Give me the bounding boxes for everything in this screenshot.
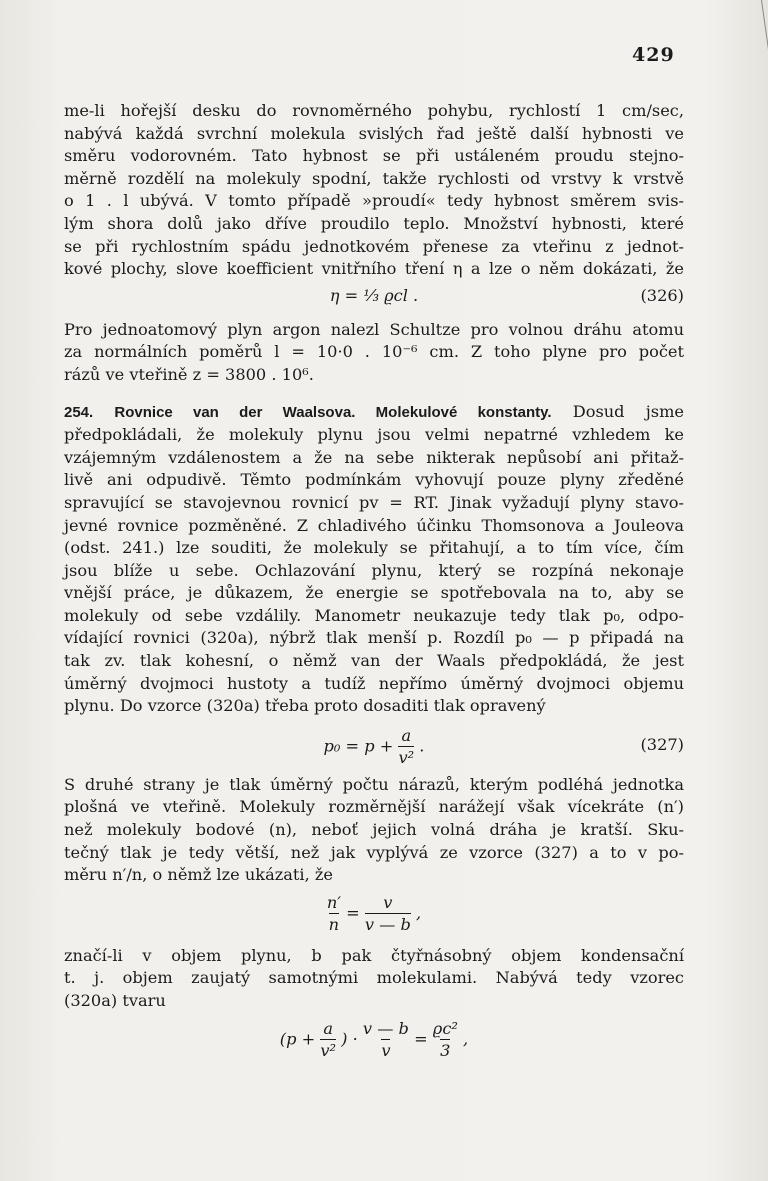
text-line: me-li hořejší desku do rovnoměrného pohybu, rychlostí 1 cm/sec, [64, 101, 684, 120]
text-line: tak zv. tlak kohesní, o němž van der Waals předpokládá, že jest [64, 651, 684, 671]
equation-tail: , [463, 1029, 469, 1049]
equation-final [64, 1017, 684, 1067]
equation-body [64, 726, 684, 768]
text-line: měrně rozdělí na molekuly spodní, takže rychlosti od vrstvy k vrstvě [64, 168, 684, 188]
fraction [398, 726, 414, 768]
text-line: lým shora dolů jako dříve proudilo teplo. Množství hybnosti, které [64, 213, 684, 233]
section-254 [64, 401, 684, 718]
page-number: 429 [632, 44, 675, 66]
text-line: předpokládali, že molekuly plynu jsou velmi nepatrné vzhledem ke [64, 425, 684, 445]
fraction [320, 1019, 336, 1061]
paragraph-2 [64, 319, 684, 387]
denominator: v² [398, 747, 415, 767]
text-line: plošná ve vteřině. Molekuly rozměrnější narážejí však vícekráte (n′) [64, 797, 684, 817]
paragraph-4 [64, 774, 684, 887]
text-line: rázů ve vteřině z = 3800 . 10⁶. [64, 364, 314, 384]
text-line: livě ani odpudivě. Těmto podmínkám vyhovují pouze plyny zředěné [64, 470, 684, 490]
text-line: spravující se stavojevnou rovnicí pv = RT. Jinak vyžadují plyny stavo- [64, 492, 684, 512]
denominator: v² [320, 1040, 336, 1060]
equals-sign: = [414, 1029, 428, 1049]
denominator: n [328, 914, 340, 934]
equation-body: η = ⅓ ϱcl . [329, 285, 419, 305]
paragraph-5 [64, 945, 684, 1013]
equation-number: (327) [640, 734, 684, 754]
fraction [327, 893, 341, 935]
text-line: S druhé strany je tlak úměrný počtu nárazů, kterým podléhá jednotka [64, 774, 684, 794]
body-text [64, 100, 684, 1071]
numerator: v — b [362, 1018, 409, 1038]
equals-sign: = [346, 903, 360, 923]
equation-327 [64, 722, 684, 770]
text-line: kové plochy, slove koefficient vnitřního tření η a lze o něm dokázati, že [64, 259, 684, 279]
text-line: jsou blíže u sebe. Ochlazování plynu, který se rozpíná nekonaje [64, 560, 684, 580]
equation-body [64, 1019, 684, 1061]
text-line: směru vodorovném. Tato hybnost se při ustáleném proudu stejno- [64, 146, 684, 166]
text-line: (320a) tvaru [64, 991, 166, 1010]
text-line: značí-li v objem plynu, b pak čtyřnásobný objem kondensační [64, 945, 684, 965]
denominator: 3 [440, 1040, 451, 1060]
text-line: t. j. objem zaujatý samotnými molekulami. Nabývá tedy vzorec [64, 968, 684, 988]
text-line: se při rychlostním spádu jednotkovém přenese za vteřinu z jednot- [64, 236, 684, 256]
numerator: a [323, 1018, 333, 1038]
section-number: 254. [64, 403, 94, 421]
numerator: n′ [326, 892, 341, 912]
text-line: plynu. Do vzorce (320a) třeba proto dosaditi tlak opravený [64, 696, 546, 716]
equation-body [64, 893, 684, 935]
text-line: měru n′/n, o němž lze ukázati, že [64, 865, 334, 885]
numerator: ϱc² [432, 1018, 458, 1038]
equation-number: (326) [640, 285, 684, 305]
page-edge [761, 0, 768, 109]
equation-close: ) · [341, 1029, 358, 1049]
text-line: nabývá každá svrchní molekula svislých řad ještě další hybnosti ve [64, 123, 684, 143]
fraction [365, 893, 411, 935]
text-line: vnější práce, je důkazem, že energie se spotřebovala na to, aby se [64, 583, 684, 603]
section-lead-text: Dosud jsme [572, 401, 684, 421]
numerator: a [401, 725, 412, 745]
fraction [433, 1019, 458, 1061]
text-line: jevné rovnice pozměněné. Z chladivého účinku Thomsonova a Jouleova [64, 515, 684, 535]
text-line: za normálních poměrů l = 10·0 . 10⁻⁶ cm. Z toho plyne pro počet [64, 342, 684, 362]
text-line: o 1 . l ubývá. V tomto případě »proudí« tedy hybnost směrem svis- [64, 191, 684, 211]
denominator: v — b [364, 914, 411, 934]
equation-tail: . [419, 736, 425, 756]
text-line: tečný tlak je tedy větší, než jak vyplývá ze vzorce (327) a to v po- [64, 842, 684, 862]
text-line: molekuly od sebe vzdálily. Manometr neukazuje tedy tlak p₀, odpo- [64, 605, 684, 625]
section-title: Rovnice van der Waalsova. Molekulové konstanty. [114, 403, 552, 421]
equation-lhs: p₀ = p + [323, 736, 394, 756]
text-line: vídající rovnici (320a), nýbrž tlak menší p. Rozdíl p₀ — p připadá na [64, 628, 684, 648]
paragraph-1 [64, 100, 684, 281]
text-line: Pro jednoatomový plyn argon nalezl Schultze pro volnou dráhu atomu [64, 319, 684, 339]
text-line: než molekuly bodové (n), neboť jejich volná dráha je kratší. Sku- [64, 820, 684, 840]
text-line: úměrný dvojmoci hustoty a tudíž nepřímo úměrný dvojmoci objemu [64, 673, 684, 693]
numerator: v [383, 892, 393, 912]
text-line: (odst. 241.) lze souditi, že molekuly se přitahují, a to tím více, čím [64, 538, 684, 558]
fraction [363, 1019, 409, 1061]
text-line: vzájemným vzdálenostem a že na sebe nikterak nepůsobí ani přitaž- [64, 447, 684, 467]
text-line [64, 401, 684, 425]
equation-326 [64, 285, 684, 315]
equation-ratio [64, 891, 684, 941]
equation-open: (p + [279, 1029, 316, 1049]
denominator: v [381, 1040, 391, 1060]
equation-tail: , [416, 903, 422, 923]
